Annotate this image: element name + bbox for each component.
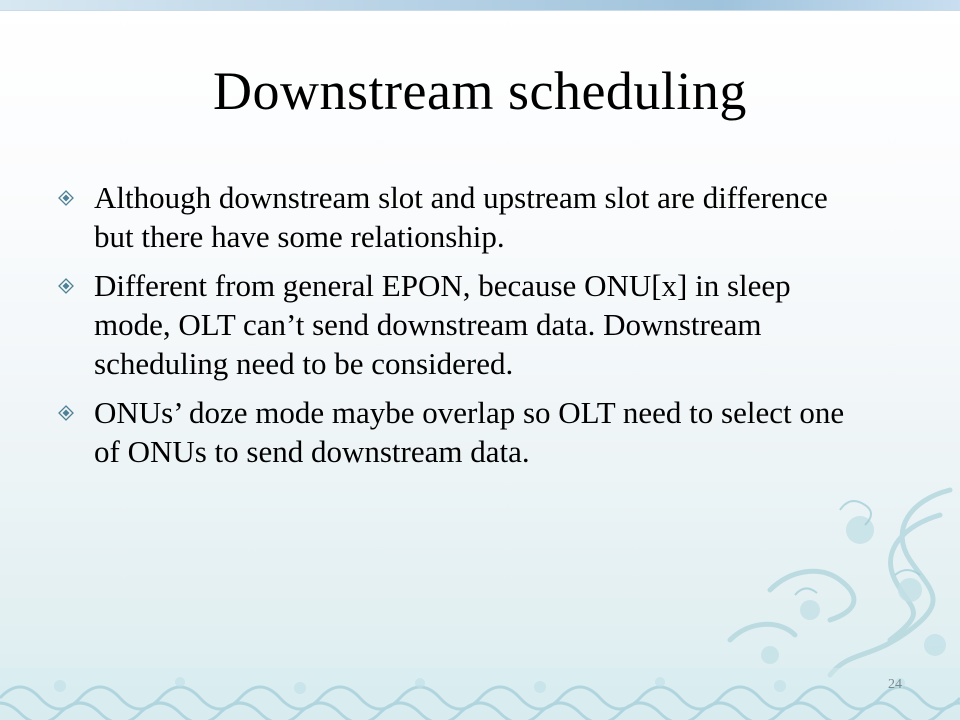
diamond-bullet-icon [58,405,74,421]
bullet-text: ONUs’ doze mode maybe overlap so OLT need to select one of ONUs to send downstream data. [94,395,845,469]
slide-title: Downstream scheduling [213,61,747,121]
wave-border-decoration [0,668,960,720]
page-number: 24 [888,677,902,692]
bullet-item [56,393,856,471]
bullet-text: Although downstream slot and upstream slot are difference but there have some relationship. [94,180,828,254]
bullet-item [56,178,856,256]
bullet-list [56,178,856,481]
top-border-band [0,0,960,11]
bullet-text: Different from general EPON, because ONU[x] in sleep mode, OLT can’t send downstream data. Downstream scheduling need to be considered. [94,268,791,381]
diamond-bullet-icon [58,190,74,206]
diamond-bullet-icon [58,278,74,294]
dragon-ornament-icon [710,470,960,680]
bullet-item [56,266,856,383]
